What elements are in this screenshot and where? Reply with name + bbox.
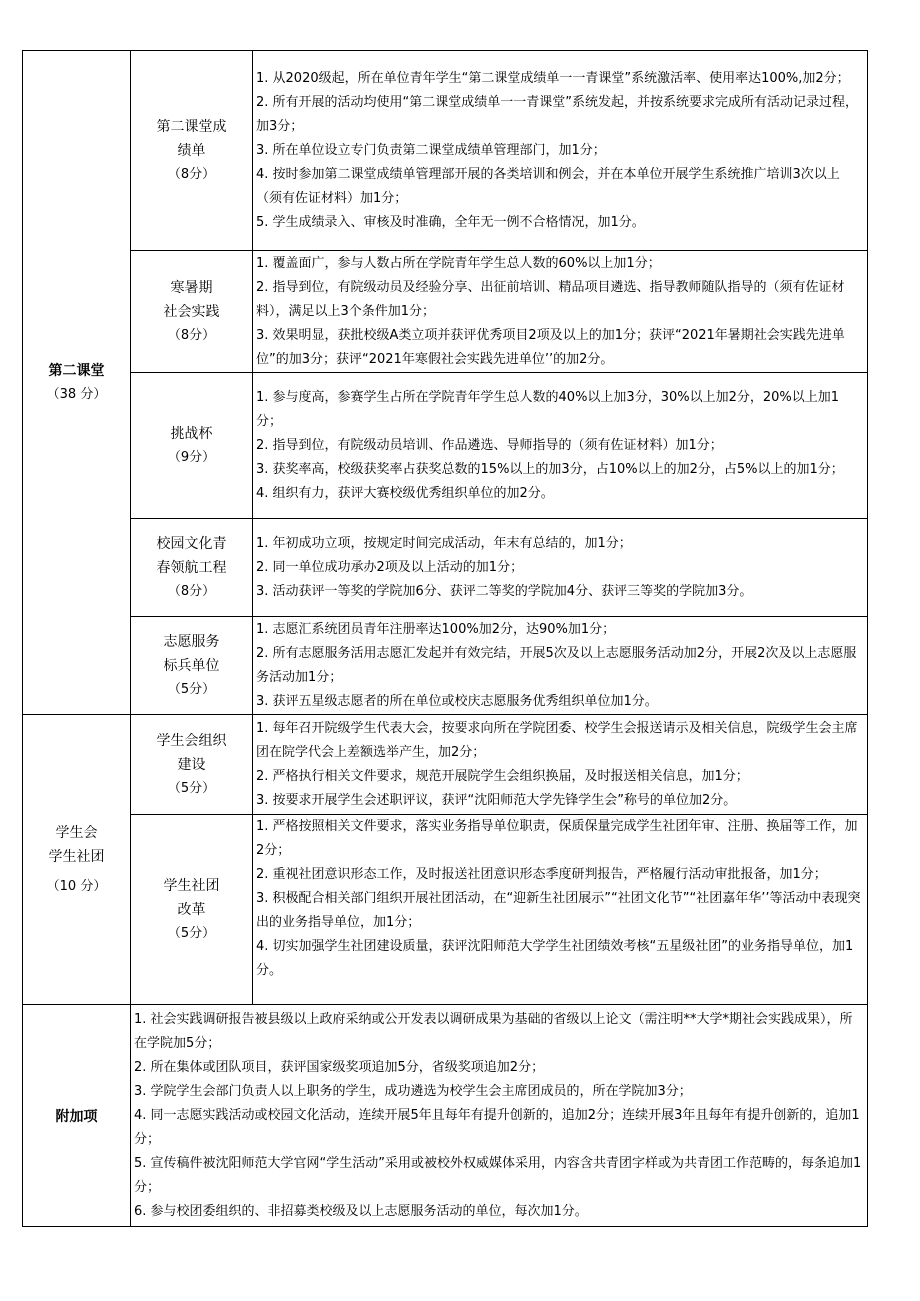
criteria-cell: [253, 715, 868, 815]
category-name: 学生会: [55, 824, 98, 841]
category-cell-student-union: [23, 715, 131, 1005]
subcategory-cell: [131, 373, 253, 519]
criteria-item: 3. 按要求开展学生会述职评议，获评“沈阳师范大学先锋学生会”称号的单位加2分。: [256, 792, 737, 808]
category-name: 附加项: [55, 1108, 98, 1125]
criteria-item: 2. 同一单位成功承办2项及以上活动的加1分；: [256, 559, 524, 575]
criteria-item: 3. 所在单位设立专门负责第二课堂成绩单管理部门，加1分；: [256, 142, 606, 158]
criteria-item: 1. 严格按照相关文件要求，落实业务指导单位职责，保质保量完成学生社团年审、注册、换届等工作，加2分；: [256, 819, 858, 858]
scoring-table: [22, 50, 868, 1227]
category-cell-second-classroom: [23, 51, 131, 715]
criteria-cell: [253, 617, 868, 715]
subcategory-name: 学生社团: [163, 877, 220, 894]
subcategory-name: 学生会组织: [156, 732, 227, 749]
table-row: [23, 617, 868, 715]
bonus-criteria-cell: [131, 1005, 868, 1227]
subcategory-points: （9分）: [167, 449, 216, 465]
criteria-item: 2. 所有志愿服务活用志愿汇发起并有效完结，开展5次及以上志愿服务活动加2分，开展2次及以上志愿服务活动加1分；: [256, 645, 857, 685]
subcategory-cell: [131, 51, 253, 251]
subcategory-name: 社会实践: [163, 303, 220, 320]
criteria-item: 2. 所在集体或团队项目，获评国家级奖项追加5分，省级奖项追加2分；: [134, 1059, 545, 1075]
table-row: [23, 51, 868, 251]
subcategory-name: 志愿服务: [163, 633, 220, 650]
subcategory-cell: [131, 251, 253, 373]
criteria-cell: [253, 519, 868, 617]
subcategory-points: （8分）: [167, 583, 216, 599]
subcategory-points: （5分）: [167, 780, 216, 796]
subcategory-name: 标兵单位: [163, 657, 220, 674]
criteria-item: 3. 活动获评一等奖的学院加6分、获评二等奖的学院加4分、获评三等奖的学院加3分。: [256, 583, 753, 599]
subcategory-name: 春领航工程: [156, 559, 227, 576]
subcategory-name: 改革: [177, 901, 206, 918]
subcategory-name: 第二课堂成: [156, 118, 227, 135]
evaluation-sheet: [22, 50, 867, 1227]
subcategory-cell: [131, 519, 253, 617]
table-row: [23, 715, 868, 815]
table-row: [23, 251, 868, 373]
subcategory-cell: [131, 815, 253, 1005]
category-name: 学生社团: [48, 848, 105, 865]
criteria-item: 4. 同一志愿实践活动或校园文化活动，连续开展5年且每年有提升创新的，追加2分；连续开展3年且每年有提升创新的，追加1分；: [134, 1107, 860, 1147]
subcategory-points: （8分）: [167, 166, 216, 182]
criteria-item: 2. 指导到位，有院级动员培训、作品遴选、导师指导的（须有佐证材料）加1分；: [256, 437, 723, 453]
criteria-item: 3. 学院学生会部门负责人以上职务的学生，成功遴选为校学生会主席团成员的，所在学院加3分；: [134, 1083, 692, 1099]
criteria-item: 4. 切实加强学生社团建设质量，获评沈阳师范大学学生社团绩效考核“五星级社团”的业务指导单位，加1分。: [256, 939, 854, 978]
criteria-item: 3. 效果明显，获批校级A类立项并获评优秀项目2项及以上的加1分；获评“2021年暑期社会实践先进单位”的加3分；获评“2021年寒假社会实践先进单位’’的加2分。: [256, 327, 845, 367]
table-row: [23, 1005, 868, 1227]
category-points: （10 分）: [46, 878, 107, 894]
criteria-cell: [253, 251, 868, 373]
criteria-item: 3. 获奖率高，校级获奖率占获奖总数的15%以上的加3分，占10%以上的加2分，占5%以上的加1分；: [256, 461, 844, 477]
criteria-item: 5. 学生成绩录入、审核及时准确，全年无一例不合格情况，加1分。: [256, 214, 645, 230]
subcategory-cell: [131, 617, 253, 715]
subcategory-cell: [131, 715, 253, 815]
table-row: [23, 373, 868, 519]
criteria-item: 4. 按时参加第二课堂成绩单管理部开展的各类培训和例会，并在本单位开展学生系统推广培训3次以上（须有佐证材料）加1分；: [256, 166, 840, 206]
criteria-item: 4. 组织有力，获评大赛校级优秀组织单位的加2分。: [256, 485, 554, 501]
criteria-item: 1. 参与度高，参赛学生占所在学院青年学生总人数的40%以上加3分，30%以上加2分，20%以上加1分；: [256, 389, 840, 429]
criteria-cell: [253, 815, 868, 1005]
criteria-item: 2. 重视社团意识形态工作，及时报送社团意识形态季度研判报告，严格履行活动审批报备，加1分；: [256, 867, 827, 882]
criteria-item: 1. 覆盖面广，参与人数占所在学院青年学生总人数的60%以上加1分；: [256, 255, 661, 271]
subcategory-name: 寒暑期: [170, 279, 213, 296]
criteria-item: 1. 每年召开院级学生代表大会，按要求向所在学院团委、校学生会报送请示及相关信息，院级学生会主席团在院学代会上差额选举产生，加2分；: [256, 720, 858, 760]
criteria-item: 2. 指导到位，有院级动员及经验分享、出征前培训、精品项目遴选、指导教师随队指导的（须有佐证材料），满足以上3个条件加1分；: [256, 279, 845, 319]
criteria-item: 5. 宣传稿件被沈阳师范大学官网“学生活动”采用或被校外权威媒体采用，内容含共青团字样或为共青团工作范畴的，每条追加1分；: [134, 1155, 862, 1195]
subcategory-name: 建设: [177, 756, 206, 773]
subcategory-points: （8分）: [167, 327, 216, 343]
criteria-item: 1. 年初成功立项，按规定时间完成活动，年末有总结的，加1分；: [256, 535, 632, 551]
table-row: [23, 519, 868, 617]
criteria-item: 1. 社会实践调研报告被县级以上政府采纳或公开发表以调研成果为基础的省级以上论文（需注明**大学*期社会实践成果），所在学院加5分；: [134, 1011, 853, 1051]
criteria-item: 1. 从2020级起，所在单位青年学生“第二课堂成绩单一一青课堂”系统激活率、使用率达100%,加2分；: [256, 70, 850, 86]
category-name: 第二课堂: [48, 362, 105, 379]
criteria-cell: [253, 51, 868, 251]
criteria-cell: [253, 373, 868, 519]
criteria-item: 3. 积极配合相关部门组织开展社团活动，在“迎新生社团展示”“社团文化节”“社团嘉年华’’等活动中表现突出的业务指导单位，加1分；: [256, 891, 861, 930]
subcategory-points: （5分）: [167, 681, 216, 697]
criteria-item: 2. 所有开展的活动均使用“第二课堂成绩单一一青课堂”系统发起，并按系统要求完成所有活动记录过程，加3分；: [256, 94, 859, 134]
category-cell-bonus: [23, 1005, 131, 1227]
subcategory-name: 挑战杯: [170, 425, 213, 442]
category-points: （38 分）: [46, 386, 107, 402]
subcategory-points: （5分）: [167, 925, 216, 941]
criteria-item: 1. 志愿汇系统团员青年注册率达100%加2分，达90%加1分；: [256, 621, 616, 637]
criteria-item: 3. 获评五星级志愿者的所在单位或校庆志愿服务优秀组织单位加1分。: [256, 693, 658, 709]
subcategory-name: 绩单: [177, 142, 206, 159]
criteria-item: 6. 参与校团委组织的、非招募类校级及以上志愿服务活动的单位，每次加1分。: [134, 1203, 588, 1219]
table-row: [23, 815, 868, 1005]
subcategory-name: 校园文化青: [156, 535, 227, 552]
criteria-item: 2. 严格执行相关文件要求，规范开展院学生会组织换届，及时报送相关信息，加1分；: [256, 768, 749, 784]
